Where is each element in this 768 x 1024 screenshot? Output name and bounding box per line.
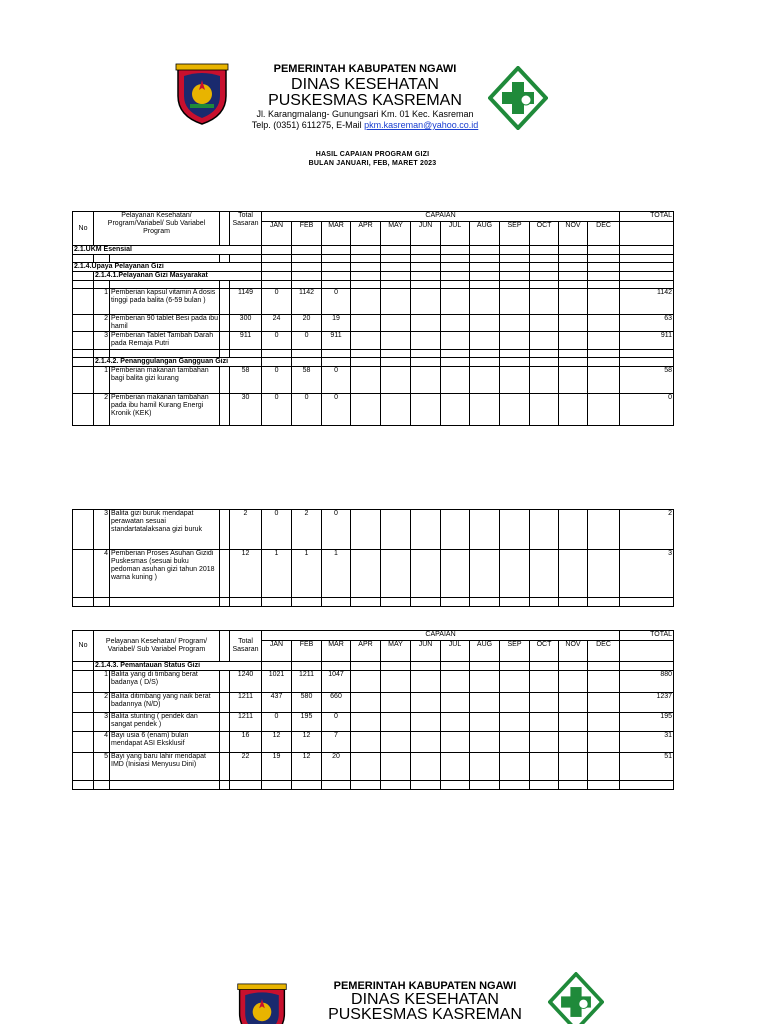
table-row: 1 Pemberian makanan tambahan bagi balita gizi kurang 58 0 58 0 58 — [73, 367, 674, 394]
month-header: APR — [351, 641, 381, 662]
regency-logo — [172, 60, 232, 126]
col-header-total-sasaran: Total Sasaran — [230, 212, 262, 246]
month-header: FEB — [292, 222, 322, 246]
col-header-total: TOTAL — [620, 631, 674, 641]
section-ukm-esensial: 2.1.UKM Esensial — [73, 246, 262, 255]
regency-crest-icon — [234, 980, 290, 1024]
footer-agency-name: DINAS KESEHATAN — [351, 991, 499, 1008]
table-row: 1 Pemberian kapsul vitamin A dosis tinggi pada balita (6-59 bulan ) 1149 0 1142 0 1142 — [73, 289, 674, 315]
month-header: MAR — [322, 641, 351, 662]
col-header-total: TOTAL — [620, 212, 674, 222]
header-email-link[interactable]: pkm.kasreman@yahoo.co.id — [364, 120, 479, 130]
puskesmas-emblem-icon — [488, 66, 548, 130]
month-header: SEP — [500, 641, 530, 662]
table-row: 3 Balita gizi buruk mendapat perawatan sesuai standartatalaksana gizi buruk 2 0 2 0 2 — [73, 510, 674, 550]
month-header: AUG — [470, 222, 500, 246]
section-pelayanan-gizi-masyarakat: 2.1.4.1.Pelayanan Gizi Masyarakat — [94, 272, 262, 281]
table-row: 5 Bayi yang baru lahir mendapat IMD (Inisiasi Menyusu Dini) 22 19 12 20 51 — [73, 753, 674, 781]
section-pemantauan-status-gizi: 2.1.4.3. Pemantauan Status Gizi — [94, 662, 262, 671]
month-header: NOV — [559, 641, 588, 662]
col-header-no: No — [73, 212, 94, 246]
puskesmas-emblem-icon — [548, 972, 604, 1024]
month-header: JUL — [441, 641, 470, 662]
col-header-capaian: CAPAIAN — [262, 631, 620, 641]
month-header: DEC — [588, 222, 620, 246]
table-row: 1 Balita yang di timbang berat badanya ( D/S) 1240 1021 1211 1047 880 — [73, 671, 674, 693]
month-header: MAY — [381, 222, 411, 246]
month-header: JAN — [262, 641, 292, 662]
header-address: Jl. Karangmalang- Gunungsari Km. 01 Kec. Kasreman — [256, 109, 474, 119]
nutrition-program-table-1 — [72, 211, 674, 426]
table-row: 3 Pemberian Tablet Tambah Darah pada Remaja Putri 911 0 0 911 911 — [73, 332, 674, 350]
report-title: HASIL CAPAIAN PROGRAM GIZI — [315, 151, 430, 158]
section-upaya-pelayanan-gizi: 2.1.4.Upaya Pelayanan Gizi — [73, 263, 262, 272]
table-row: 3 Balita stunting ( pendek dan sangat pendek ) 1211 0 195 0 195 — [73, 713, 674, 732]
month-header: JUN — [411, 641, 441, 662]
header-agency-name: DINAS KESEHATAN — [291, 76, 439, 93]
month-header: JAN — [262, 222, 292, 246]
report-period: BULAN JANUARI, FEB, MARET 2023 — [308, 160, 437, 167]
puskesmas-logo — [488, 66, 548, 130]
puskesmas-logo-footer — [548, 972, 604, 1024]
regency-logo-footer — [234, 980, 290, 1024]
col-header-total-sasaran: Total Sasaran — [230, 631, 262, 662]
col-header-program: Pelayanan Kesehatan/ Program/ Variabel/ Sub Variabel Program — [94, 631, 220, 662]
table-row: 4 Pemberian Proses Asuhan Gizidi Puskesmas (sesuai buku pedoman asuhan gizi tahun 2018 warna kuning ) 12 1 1 1 3 — [73, 550, 674, 598]
table-row: 2 Balita ditimbang yang naik berat badannya (N/D) 1211 437 580 660 1237 — [73, 693, 674, 713]
month-header: AUG — [470, 641, 500, 662]
month-header: APR — [351, 222, 381, 246]
regency-crest-icon — [172, 60, 232, 126]
table-row: 2 Pemberian makanan tambahan pada ibu hamil Kurang Energi Kronik (KEK) 30 0 0 0 0 — [73, 394, 674, 426]
month-header: SEP — [500, 222, 530, 246]
header-clinic-name: PUSKESMAS KASREMAN — [268, 92, 462, 109]
month-header: MAY — [381, 641, 411, 662]
footer-government-name: PEMERINTAH KABUPATEN NGAWI — [333, 980, 517, 992]
col-header-no: No — [73, 631, 94, 662]
month-header: MAR — [322, 222, 351, 246]
col-header-program: Pelayanan Kesehatan/ Program/Variabel/ Sub Variabel Program — [94, 212, 220, 246]
header-phone: Telp. (0351) 611275, E-Mail — [251, 120, 365, 130]
month-header: JUL — [441, 222, 470, 246]
col-header-capaian: CAPAIAN — [262, 212, 620, 222]
header-government-name: PEMERINTAH KABUPATEN NGAWI — [273, 63, 457, 75]
header-contact — [230, 120, 500, 130]
month-header: OCT — [530, 641, 559, 662]
nutrition-status-monitoring-table — [72, 630, 674, 790]
table-row: 2 Pemberian 90 tablet Besi pada ibu hamil 300 24 20 19 63 — [73, 315, 674, 332]
month-header: DEC — [588, 641, 620, 662]
month-header: FEB — [292, 641, 322, 662]
section-penanggulangan-gangguan-gizi: 2.1.4.2. Penanggulangan Gangguan Gizi — [94, 358, 262, 367]
month-header: OCT — [530, 222, 559, 246]
table-row: 4 Bayi usia 6 (enam) bulan mendapat ASI Eksklusif 16 12 12 7 31 — [73, 732, 674, 753]
month-header: JUN — [411, 222, 441, 246]
month-header: NOV — [559, 222, 588, 246]
nutrition-program-table-2 — [72, 509, 674, 607]
footer-clinic-name: PUSKESMAS KASREMAN — [328, 1006, 522, 1023]
